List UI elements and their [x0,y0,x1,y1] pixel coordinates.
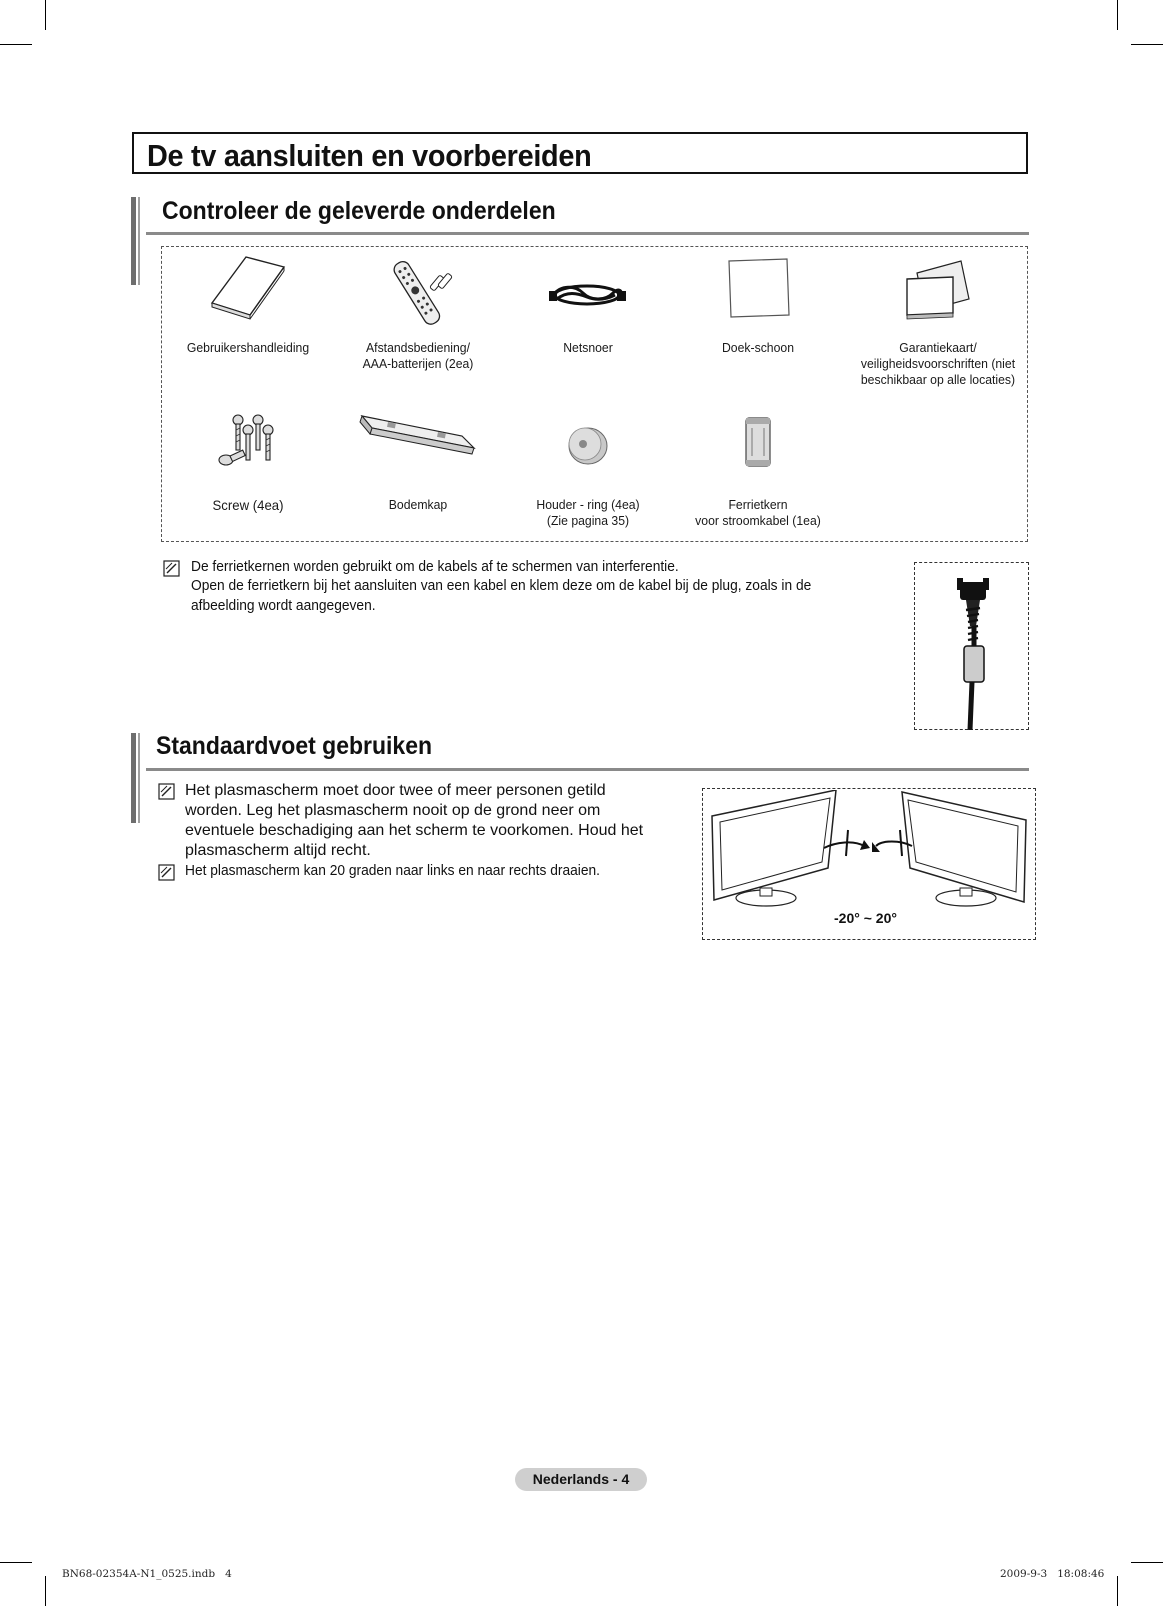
ferrite-note-line: Open de ferrietkern bij het aansluiten van een kabel en klem deze om de kabel bij de plug, zoals in de [191,578,812,594]
crop-mark [0,1562,32,1563]
section-rule [146,768,1029,771]
ferrite-note-line: De ferrietkernen worden gebruikt om de kabels af te schermen van interferentie. [191,559,679,575]
section-rule [146,232,1029,235]
crop-mark [1117,1576,1118,1606]
note-icon [163,560,180,577]
warranty-card-icon [903,259,973,321]
section-marker [138,733,140,823]
footer-date: 2009-9-3 18:08:46 [1000,1568,1105,1580]
section-marker [138,197,140,285]
part-label: Screw (4ea) [212,497,284,513]
part-label: Netsnoer [563,340,613,355]
section-marker [131,197,136,285]
part-label: Afstandsbediening/ AAA-batterijen (2ea) [362,340,474,371]
part-label: Gebruikershandleiding [186,340,310,355]
rotation-range-label: -20° ~ 20° [834,910,897,926]
cable-with-ferrite-icon [950,574,998,730]
holder-ring-icon [563,422,613,468]
part-label: Doek-schoon [721,340,794,355]
page-title: De tv aansluiten en voorbereiden [147,138,592,173]
crop-mark [0,44,32,45]
remote-control-icon [378,255,458,327]
part-label: Houder - ring (4ea) (Zie pagina 35) [536,497,640,528]
crop-mark [1131,1562,1163,1563]
manual-icon [208,255,288,320]
footer-file: BN68-02354A-N1_0525.indb 4 [62,1568,232,1580]
crop-mark [1131,44,1163,45]
crop-mark [45,0,46,30]
screws-icon [208,412,288,474]
stand-note-line: worden. Leg het plasmascherm nooit op de grond neer om [185,802,601,819]
stand-note-line: eventuele beschadiging aan het scherm te voorkomen. Houd het [185,822,644,839]
ferrite-note-line: afbeelding wordt aangegeven. [191,598,376,614]
tv-rotation-illustration [704,790,1034,914]
ferrite-core-icon [738,414,778,472]
note-icon [158,783,175,800]
crop-mark [45,1576,46,1606]
stand-note-line: plasmascherm altijd recht. [185,842,371,859]
power-cord-icon [547,265,629,315]
stand-note-line: Het plasmascherm moet door twee of meer personen getild [185,782,606,799]
bottom-cover-icon [358,412,478,462]
cleaning-cloth-icon [723,257,793,321]
section-title-parts: Controleer de geleverde onderdelen [162,197,556,225]
part-label: Bodemkap [388,497,448,512]
section-marker [131,733,136,823]
page-number: Nederlands - 4 [515,1468,647,1491]
part-label: Garantiekaart/ veiligheidsvoorschriften (niet beschikbaar op alle locaties) [860,340,1016,387]
note-icon [158,864,175,881]
page-title-box [132,132,1028,174]
section-title-stand: Standaardvoet gebruiken [156,732,433,760]
part-label: Ferrietkern voor stroomkabel (1ea) [695,497,821,528]
rotation-note: Het plasmascherm kan 20 graden naar links en naar rechts draaien. [185,863,601,879]
crop-mark [1117,0,1118,30]
